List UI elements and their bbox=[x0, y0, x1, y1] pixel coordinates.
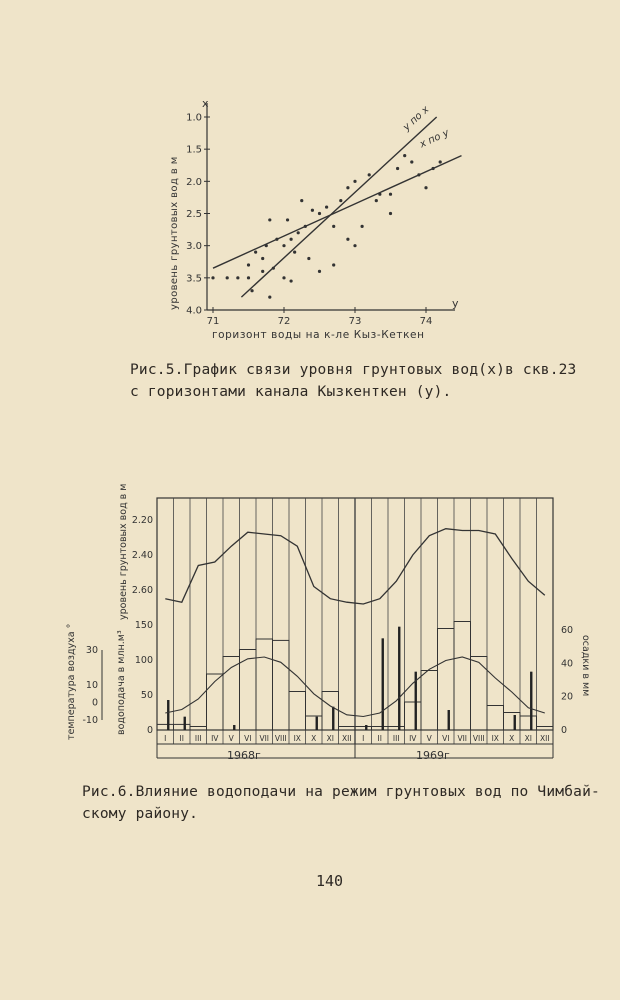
figure-2-precipitation-tick: 60 bbox=[561, 625, 574, 636]
figure-1-line-label: у по х bbox=[401, 104, 432, 134]
figure-2-precipitation-bar bbox=[332, 707, 334, 730]
figure-1-x-tick-label: 74 bbox=[419, 316, 433, 327]
figure-1-data-point bbox=[290, 238, 293, 241]
figure-1-data-point bbox=[226, 276, 229, 279]
figure-1-data-point bbox=[290, 279, 293, 282]
figure-2-supply-bar bbox=[157, 724, 174, 730]
figure-1-data-point bbox=[375, 199, 378, 202]
figure-1-data-point bbox=[254, 251, 257, 254]
figure-2-month-label: IX bbox=[293, 734, 301, 743]
figure-1-data-point bbox=[325, 205, 328, 208]
figure-2-year-1969: 1969г bbox=[416, 749, 450, 762]
figure-1-data-point bbox=[247, 276, 250, 279]
figure-1-points bbox=[211, 154, 441, 299]
figure-2-precipitation-bar bbox=[184, 717, 186, 730]
figure-1-data-point bbox=[250, 289, 253, 292]
figure-2-groundwater-tick: 2.40 bbox=[131, 550, 153, 561]
figure-1-data-point bbox=[332, 225, 335, 228]
figure-1-y-tick-label: 4.0 bbox=[186, 305, 202, 317]
figure-2-temperature-label: температура воздуха ° bbox=[66, 623, 77, 740]
figure-2-supply-bar bbox=[207, 674, 224, 730]
figure-1-data-point bbox=[261, 257, 264, 260]
figure-2-month-label: I bbox=[164, 734, 167, 743]
figure-2-supply-bar bbox=[421, 671, 438, 731]
figure-2-month-label: V bbox=[426, 734, 432, 743]
figure-2-supply-bar bbox=[174, 724, 191, 730]
figure-1-data-point bbox=[307, 257, 310, 260]
figure-2-month-label: VI bbox=[442, 734, 450, 743]
figure-2-precipitation-bars bbox=[167, 627, 532, 730]
figure-2-precipitation-tick: 20 bbox=[561, 691, 574, 703]
figure-2-temperature-tick: 30 bbox=[85, 645, 98, 656]
figure-2-month-label: VI bbox=[244, 734, 252, 743]
figure-2-month-label: VIII bbox=[274, 734, 287, 743]
figure-1-y-label: уровень грунтовых вод в м bbox=[169, 156, 180, 310]
figure-1-regression-line bbox=[241, 117, 436, 297]
figure-1-data-point bbox=[353, 244, 356, 247]
figure-2-tick-labels bbox=[82, 515, 573, 736]
figure-1-x-tick-label: 71 bbox=[206, 316, 220, 327]
figure-2-groundwater-label: уровень грунтовых вод в м bbox=[118, 483, 129, 620]
figure-2-precipitation-bar bbox=[167, 700, 169, 730]
figure-2-caption-line-1: Рис.6.Влияние водоподачи на режим грунтовых вод по Чимбай- bbox=[82, 784, 600, 800]
figure-1-data-point bbox=[282, 244, 285, 247]
figure-2-supply-bar bbox=[289, 692, 306, 731]
figure-1-data-point bbox=[439, 160, 442, 163]
figure-1-y-tick-label: 1.0 bbox=[186, 112, 202, 124]
figure-1-x-axis-letter: у bbox=[452, 297, 459, 310]
figure-1-data-point bbox=[368, 173, 371, 176]
figure-2-year-1968: 1968г bbox=[227, 749, 261, 762]
figure-2-supply-label: водоподача в млн.м³ bbox=[116, 630, 127, 735]
figure-2-month-label: III bbox=[392, 734, 400, 743]
figure-2-groundwater-tick: 2.60 bbox=[131, 585, 153, 596]
page-number: 140 bbox=[316, 872, 344, 890]
figure-1-data-point bbox=[353, 180, 356, 183]
figure-1-data-point bbox=[236, 276, 239, 279]
figure-2-precipitation-label: осадки в мм bbox=[580, 635, 591, 697]
figure-2-temperature-tick: 10 bbox=[85, 680, 98, 691]
figure-1-data-point bbox=[424, 186, 427, 189]
figure-2-temperature-tick: 0 bbox=[91, 697, 98, 709]
figure-1-data-point bbox=[261, 270, 264, 273]
figure-2-temperature-tick: -10 bbox=[82, 715, 98, 726]
figure-1-regression-line bbox=[213, 156, 462, 269]
figure-1-data-point bbox=[346, 186, 349, 189]
figure-2-precipitation-bar bbox=[448, 710, 450, 730]
figure-2-month-label: IX bbox=[491, 734, 499, 743]
figure-2-month-label: I bbox=[362, 734, 365, 743]
figure-2-month-label: XII bbox=[539, 734, 550, 743]
figure-2-month-label: X bbox=[311, 734, 317, 743]
figure-1-data-point bbox=[410, 160, 413, 163]
figure-1-x-label: горизонт воды на к-ле Кыз-Кеткен bbox=[212, 329, 425, 341]
figure-1-line-label: х по у bbox=[418, 127, 451, 151]
figure-1-data-point bbox=[346, 238, 349, 241]
figure-2-supply-tick: 100 bbox=[134, 655, 153, 666]
figure-1-scatter-chart bbox=[150, 95, 480, 345]
figure-1-data-point bbox=[318, 212, 321, 215]
figure-2-supply-bar bbox=[405, 702, 422, 730]
figure-1-y-tick-label: 3.0 bbox=[186, 241, 202, 253]
figure-1-data-point bbox=[282, 276, 285, 279]
figure-1-data-point bbox=[297, 231, 300, 234]
figure-2-month-label: II bbox=[179, 734, 184, 743]
figure-1-data-point bbox=[389, 193, 392, 196]
figure-2-month-label: II bbox=[377, 734, 382, 743]
figure-2-supply-bar bbox=[504, 713, 521, 731]
figure-2-supply-tick: 50 bbox=[140, 690, 153, 701]
figure-1-data-point bbox=[403, 154, 406, 157]
figure-2-precipitation-bar bbox=[365, 725, 367, 730]
figure-1-data-point bbox=[332, 263, 335, 266]
figure-1-y-axis-letter: х bbox=[202, 97, 209, 110]
figure-2-groundwater-tick: 2.20 bbox=[131, 515, 153, 526]
figure-1-y-tick-label: 3.5 bbox=[186, 273, 202, 285]
figure-2-precipitation-bar bbox=[233, 725, 235, 730]
figure-1-y-tick-label: 2.0 bbox=[186, 176, 202, 188]
figure-1-y-tick-label: 2.5 bbox=[186, 209, 202, 220]
figure-2-supply-bar bbox=[256, 639, 273, 730]
figure-2-supply-tick: 0 bbox=[146, 725, 153, 736]
figure-1-data-point bbox=[389, 212, 392, 215]
figure-2-supply-bar bbox=[487, 706, 504, 731]
figure-2-month-label: VIII bbox=[472, 734, 485, 743]
figure-2-precipitation-bar bbox=[530, 672, 532, 730]
figure-2-supply-bar bbox=[520, 716, 537, 730]
figure-2-precipitation-bar bbox=[398, 627, 400, 730]
figure-1-data-point bbox=[311, 209, 314, 212]
figure-2-frame bbox=[157, 498, 553, 758]
figure-2-precipitation-tick: 0 bbox=[561, 725, 568, 736]
figure-2-supply-bar bbox=[454, 622, 471, 731]
figure-2-supply-bar bbox=[273, 640, 290, 730]
figure-1-data-point bbox=[293, 251, 296, 254]
figure-1-data-point bbox=[339, 199, 342, 202]
figure-2-supply-bar bbox=[438, 629, 455, 731]
figure-2-precipitation-tick: 40 bbox=[561, 658, 574, 670]
figure-2-precipitation-bar bbox=[316, 717, 318, 730]
figure-1-data-point bbox=[300, 199, 303, 202]
figure-1-data-point bbox=[286, 218, 289, 221]
figure-2-month-label: XII bbox=[341, 734, 352, 743]
figure-1-caption-line-1: Рис.5.График связи уровня грунтовых вод(х)в скв.23 bbox=[130, 362, 577, 378]
figure-2-month-label: VII bbox=[457, 734, 468, 743]
figure-2-supply-bar bbox=[306, 716, 323, 730]
figure-2-month-label: III bbox=[194, 734, 202, 743]
figure-2-caption-line-2: скому району. bbox=[82, 806, 199, 822]
figure-1-y-tick-label: 1.5 bbox=[186, 144, 202, 156]
figure-2-month-label: V bbox=[228, 734, 234, 743]
figure-2-month-label: XI bbox=[326, 734, 334, 743]
figure-2-month-label: X bbox=[509, 734, 515, 743]
figure-2-month-label: VII bbox=[259, 734, 270, 743]
figure-2-month-label: IV bbox=[211, 734, 219, 743]
figure-1-data-point bbox=[318, 270, 321, 273]
figure-2-precipitation-bar bbox=[382, 638, 384, 730]
figure-1-caption-line-2: с горизонтами канала Кызкенткен (у). bbox=[130, 384, 452, 400]
figure-2-monthly-chart bbox=[60, 483, 591, 770]
figure-1-data-point bbox=[211, 276, 214, 279]
figure-2-month-label: XI bbox=[524, 734, 532, 743]
figure-1-x-tick-label: 72 bbox=[277, 316, 291, 327]
figure-1-data-point bbox=[396, 167, 399, 170]
figure-2-month-label: IV bbox=[409, 734, 417, 743]
figure-2-supply-bar bbox=[322, 692, 339, 731]
figure-1-data-point bbox=[247, 263, 250, 266]
figure-2-precipitation-bar bbox=[514, 715, 516, 730]
figure-1-data-point bbox=[268, 218, 271, 221]
figure-1-regression-lines bbox=[213, 104, 462, 297]
figure-1-x-tick-label: 73 bbox=[348, 316, 362, 327]
figure-2-supply-tick: 150 bbox=[134, 620, 153, 631]
figure-1-data-point bbox=[268, 296, 271, 299]
figure-1-data-point bbox=[361, 225, 364, 228]
